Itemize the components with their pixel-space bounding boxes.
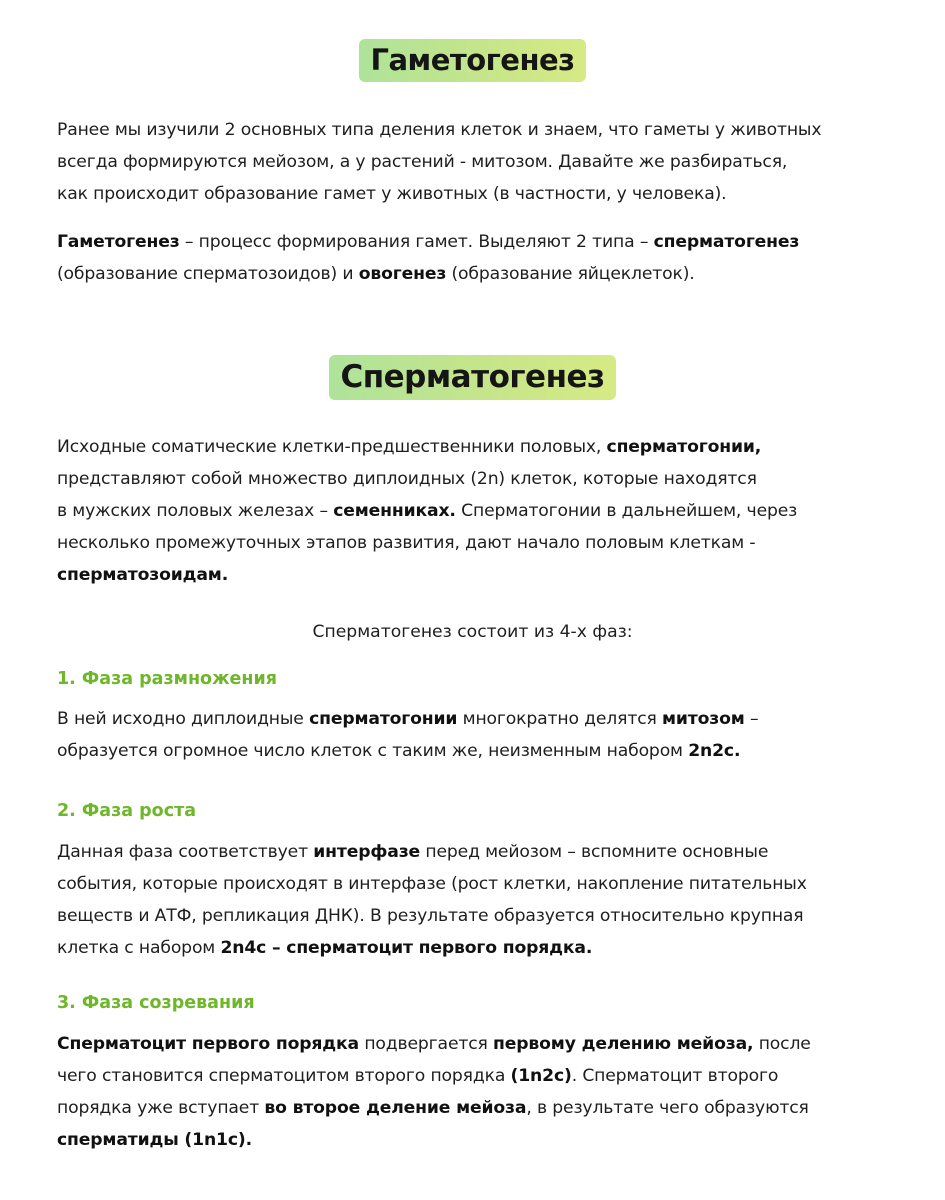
phase1-paragraph: В ней исходно диплоидные сперматогонии многократно делятся митозом – образуется огромное число клеток с таким же, неизменным набором 2n2c. xyxy=(57,709,759,761)
phase2-paragraph: Данная фаза соответствует интерфазе перед мейозом – вспомните основные события, которые происходят в интерфазе (рост клетки, накопление питательных веществ и АТФ, репликация ДНК). В результате образуется относительно крупная клетка с набором 2n4c – сперматоцит первого порядка. xyxy=(57,842,807,958)
phase3-paragraph: Сперматоцит первого порядка подвергается первому делению мейоза, после чего становится сперматоцитом второго порядка (1n2c). Сперматоцит второго порядка уже вступает во второе деление мейоза, в результате чего образуются сперматиды (1n1c). xyxy=(57,1034,811,1150)
intro-line-2: всегда формируются мейозом, а у растений - митозом. Давайте же разбираться, xyxy=(57,152,788,172)
definition-type2: овогенез xyxy=(358,264,447,284)
intro-line-1: Ранее мы изучили 2 основных типа деления клеток и знаем, что гаметы у животных xyxy=(57,120,822,140)
phases-intro: Сперматогенез состоит из 4-х фаз: xyxy=(312,622,633,642)
title-spermatogenesis-wrap xyxy=(0,355,945,400)
spermatogenesis-intro-paragraph: Исходные соматические клетки-предшественники половых, сперматогонии, представляют собой множество диплоидных (2n) клеток, которые находятся в мужских половых железах – семенниках. Сперматогонии в дальнейшем, через несколько промежуточных этапов развития, дают начало половым клеткам - сперматозоидам. xyxy=(57,437,798,585)
phase3-heading: 3. Фаза созревания xyxy=(57,993,255,1013)
phase2-heading: 2. Фаза роста xyxy=(57,801,197,821)
title-spermatogenesis: Сперматогенез xyxy=(329,355,615,400)
definition-type1: сперматогенез xyxy=(653,232,800,252)
intro-paragraph xyxy=(57,114,907,210)
title-gametogenesis-wrap xyxy=(0,39,945,82)
phase1-heading: 1. Фаза размножения xyxy=(57,669,277,689)
intro-line-3: как происходит образование гамет у животных (в частности, у человека). xyxy=(57,184,727,204)
title-gametogenesis: Гаметогенез xyxy=(359,39,585,82)
definition-paragraph: Гаметогенез – процесс формирования гамет. Выделяют 2 типа – сперматогенез (образование сперматозоидов) и овогенез (образование яйцеклеток). xyxy=(57,232,800,284)
definition-term: Гаметогенез xyxy=(57,232,180,252)
